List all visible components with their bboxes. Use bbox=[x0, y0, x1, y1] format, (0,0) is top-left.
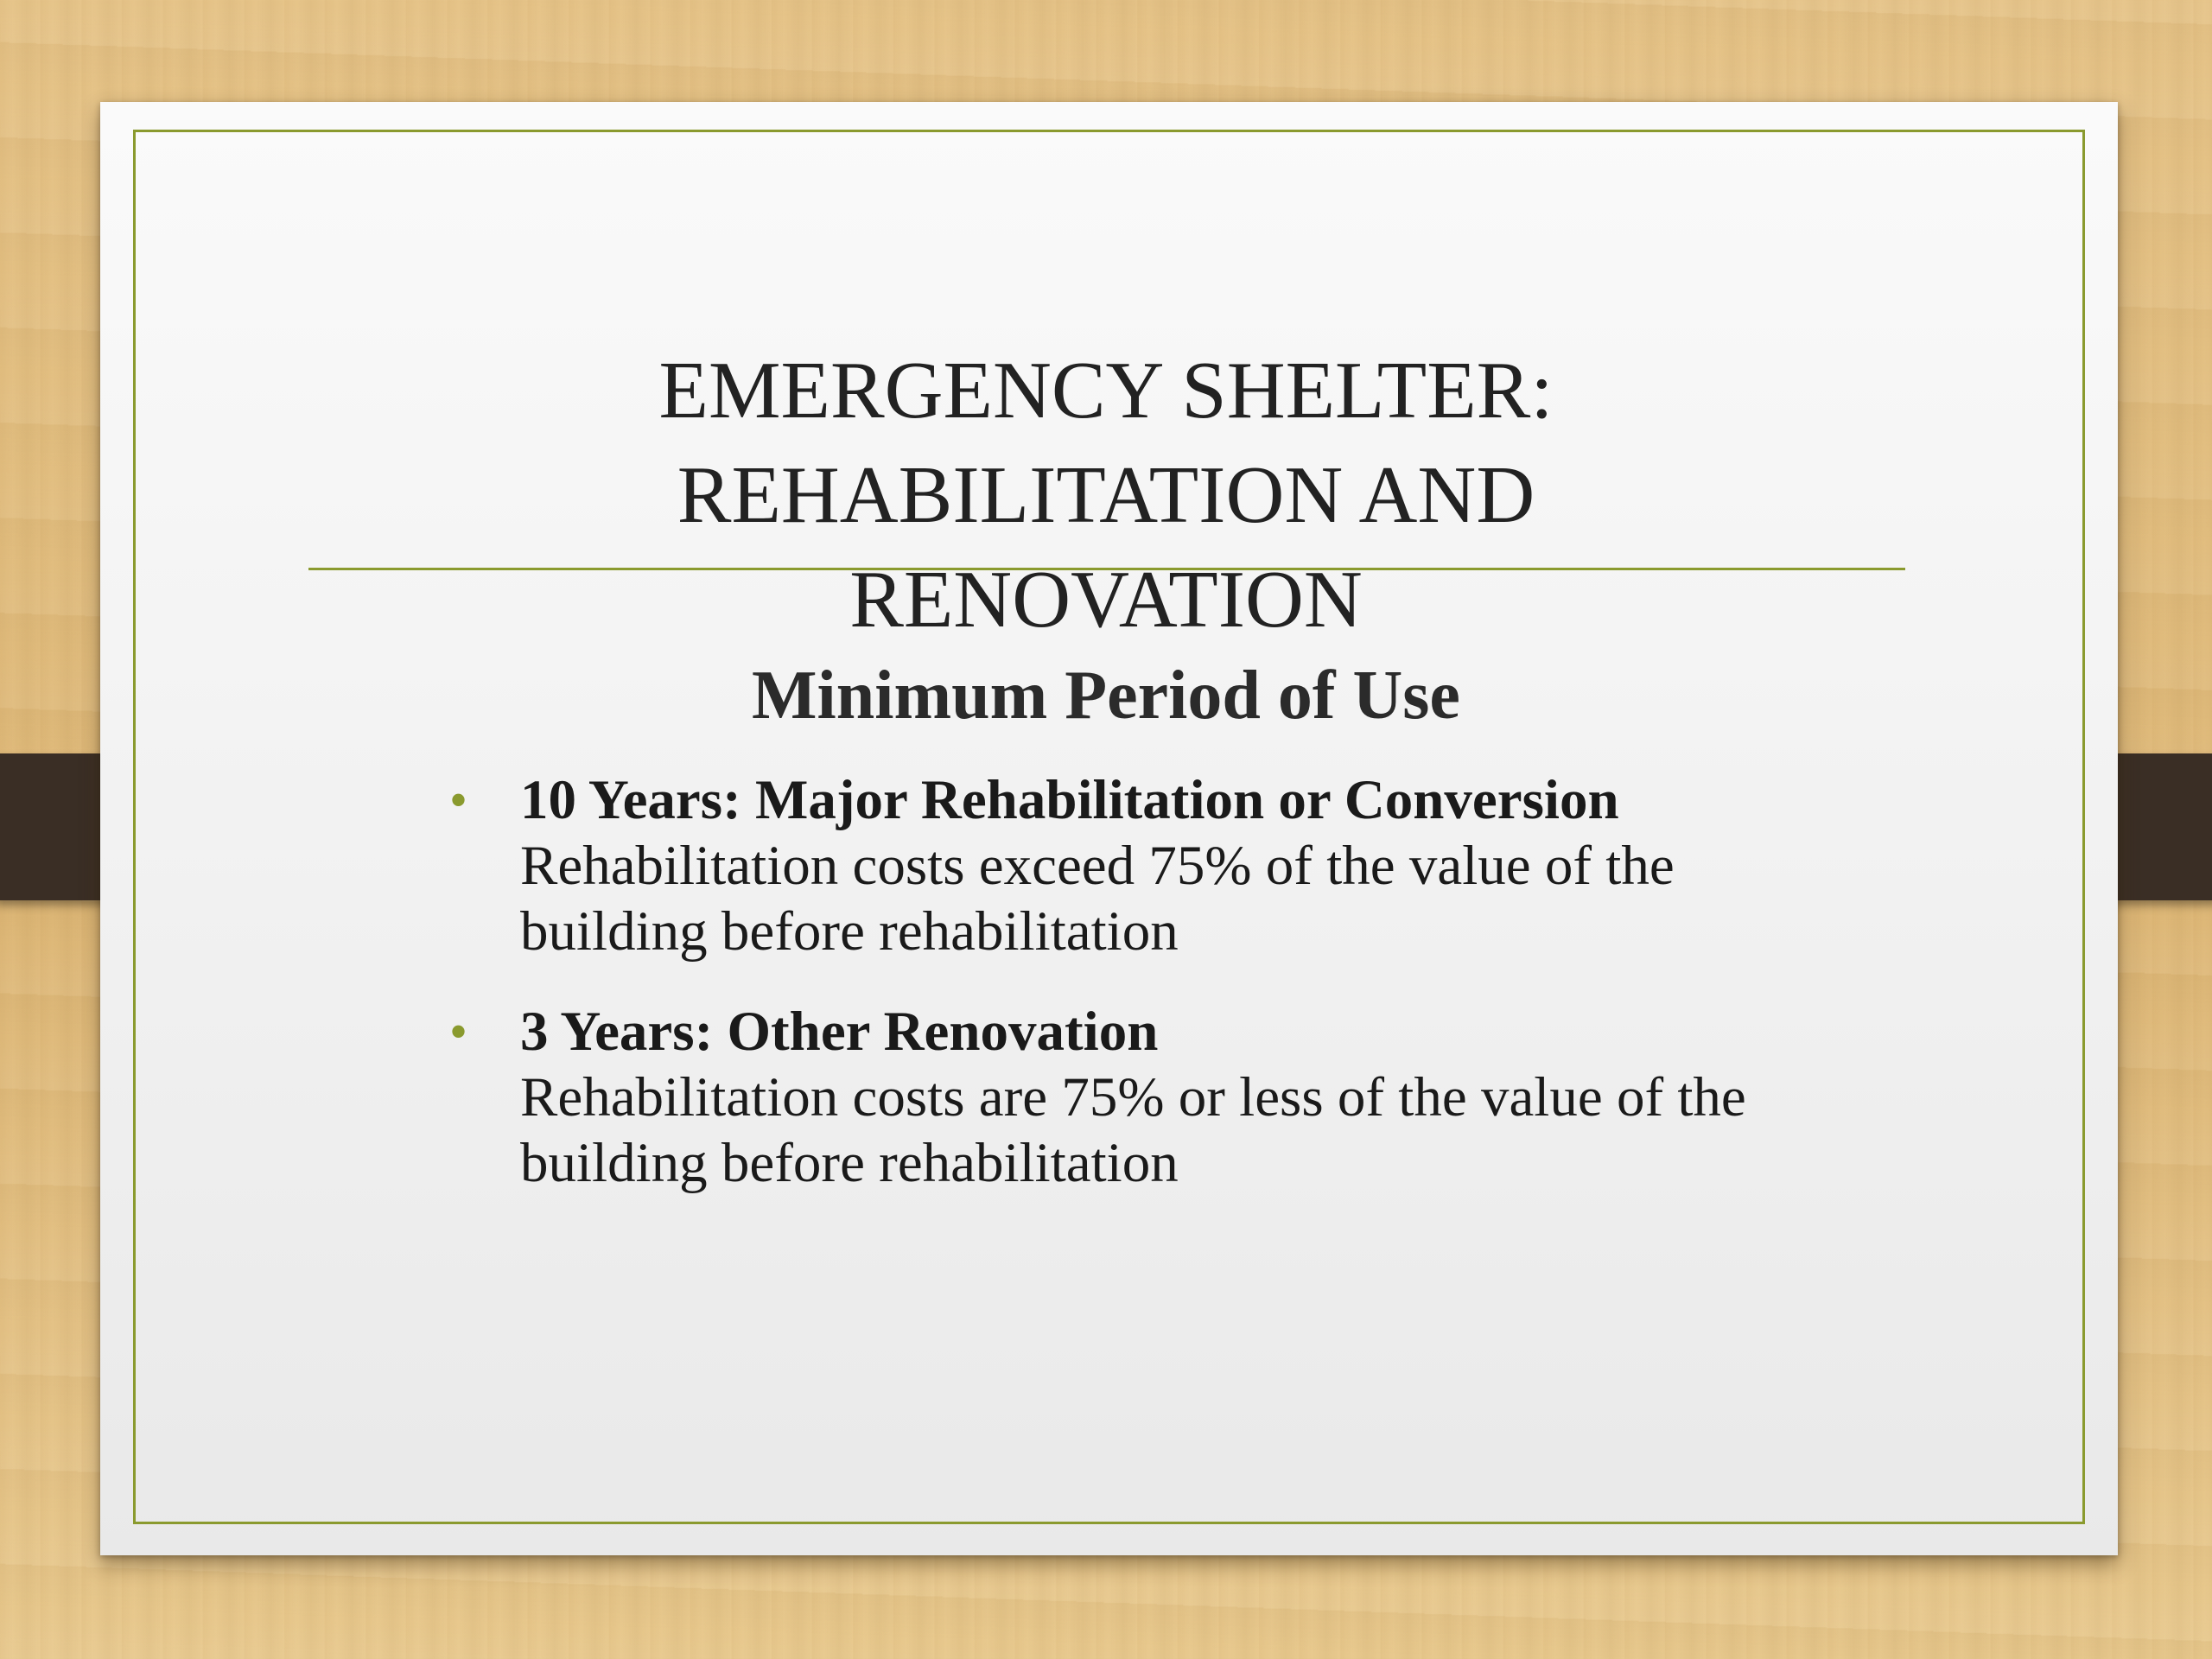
bullet-marker: • bbox=[449, 1003, 468, 1060]
bullet-heading: 10 Years: Major Rehabilitation or Conversion bbox=[520, 769, 1619, 831]
bullet-marker: • bbox=[449, 772, 468, 829]
slide-title-line-2: REHABILITATION AND bbox=[677, 450, 1535, 540]
slide-subtitle: Minimum Period of Use bbox=[752, 658, 1460, 734]
bullet-item-10-years bbox=[449, 767, 1832, 964]
bullet-body: Rehabilitation costs exceed 75% of the value of the building before rehabilitation bbox=[520, 835, 1675, 963]
bullet-heading: 3 Years: Other Renovation bbox=[520, 1001, 1159, 1063]
bullet-item-3-years bbox=[449, 999, 1832, 1196]
slide-title bbox=[0, 339, 2212, 652]
bullet-list bbox=[449, 767, 1832, 1196]
slide-title-line-3: RENOVATION bbox=[849, 555, 1363, 645]
bullet-body: Rehabilitation costs are 75% or less of the value of the building before rehabilitation bbox=[520, 1066, 1746, 1194]
slide-title-line-1: EMERGENCY SHELTER: bbox=[658, 346, 1554, 435]
